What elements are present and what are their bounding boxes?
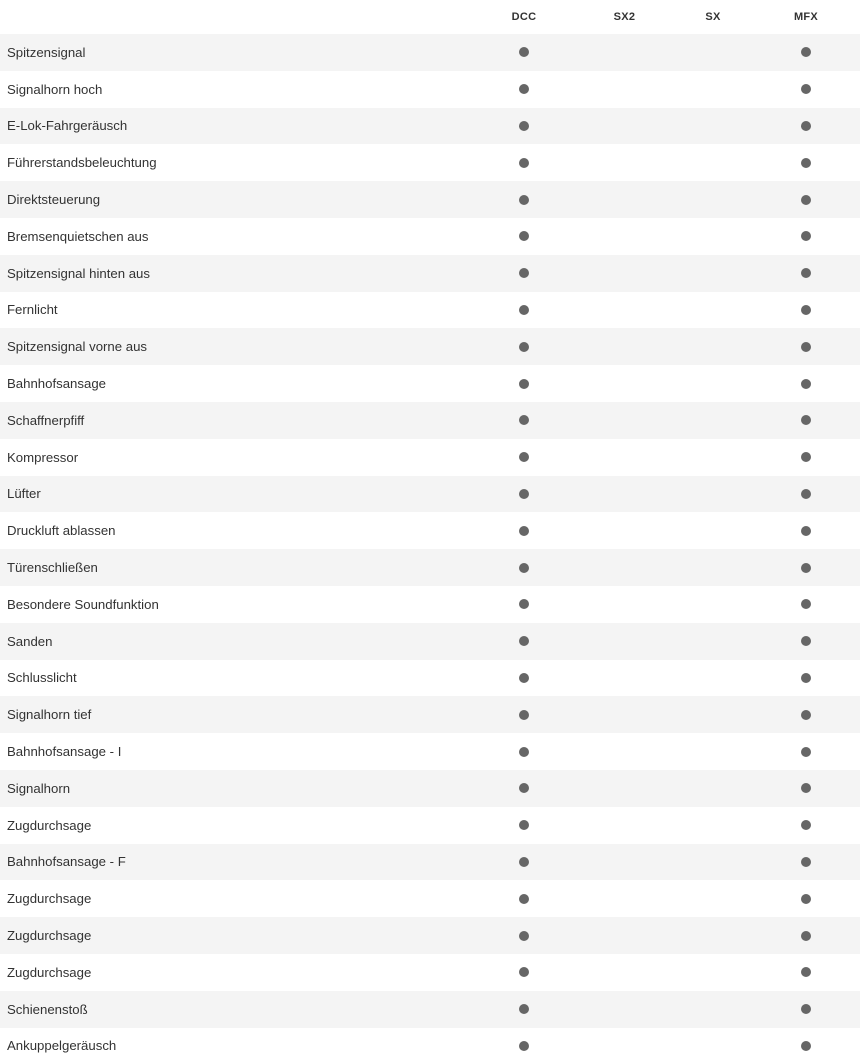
support-cell-mfx [752,365,860,402]
support-cell-sx [674,549,752,586]
table-row [0,34,860,71]
table-row [0,917,860,954]
support-cell-sx [674,954,752,991]
support-cell-dcc [473,328,575,365]
supported-dot-icon [519,636,529,646]
supported-dot-icon [519,820,529,830]
supported-dot-icon [519,47,529,57]
function-label: Schienenstoß [7,1001,88,1017]
support-cell-sx [674,144,752,181]
table-row [0,844,860,881]
function-label: Lüfter [7,486,41,502]
support-cell-dcc [473,696,575,733]
supported-dot-icon [801,268,811,278]
function-label: E-Lok-Fahrgeräusch [7,118,128,134]
support-cell-sx2 [575,328,674,365]
supported-dot-icon [801,84,811,94]
supported-dot-icon [519,84,529,94]
support-cell-dcc [473,512,575,549]
support-cell-mfx [752,476,860,513]
support-cell-sx2 [575,623,674,660]
support-cell-sx [674,586,752,623]
table-row [0,71,860,108]
supported-dot-icon [801,636,811,646]
function-label: Zugdurchsage [7,928,92,944]
supported-dot-icon [801,379,811,389]
function-label: Schaffnerpfiff [7,412,85,428]
function-label: Bahnhofsansage [7,376,106,392]
support-cell-dcc [473,218,575,255]
support-cell-sx [674,512,752,549]
support-cell-mfx [752,844,860,881]
support-cell-sx [674,844,752,881]
support-cell-dcc [473,733,575,770]
support-cell-mfx [752,733,860,770]
supported-dot-icon [519,452,529,462]
supported-dot-icon [801,489,811,499]
function-label: Signalhorn tief [7,707,92,723]
table-row [0,144,860,181]
support-cell-sx [674,770,752,807]
support-cell-sx [674,733,752,770]
support-cell-dcc [473,108,575,145]
support-cell-sx [674,439,752,476]
table-row [0,476,860,513]
supported-dot-icon [801,452,811,462]
table-row [0,991,860,1028]
function-label: Bremsenquietschen aus [7,228,149,244]
supported-dot-icon [519,305,529,315]
function-label: Zugdurchsage [7,891,92,907]
support-cell-mfx [752,255,860,292]
support-cell-dcc [473,586,575,623]
support-cell-mfx [752,807,860,844]
support-cell-dcc [473,1028,575,1064]
supported-dot-icon [801,820,811,830]
support-cell-sx [674,402,752,439]
support-cell-sx2 [575,439,674,476]
supported-dot-icon [801,121,811,131]
support-cell-sx [674,71,752,108]
support-cell-sx2 [575,512,674,549]
support-cell-sx2 [575,144,674,181]
table-row [0,108,860,145]
table-row [0,328,860,365]
table-row [0,365,860,402]
support-cell-dcc [473,880,575,917]
supported-dot-icon [519,673,529,683]
support-cell-sx [674,660,752,697]
table-row [0,292,860,329]
function-label: Kompressor [7,449,79,465]
support-cell-mfx [752,402,860,439]
table-row [0,439,860,476]
support-cell-sx [674,328,752,365]
support-cell-dcc [473,71,575,108]
support-cell-sx [674,1028,752,1064]
support-cell-mfx [752,549,860,586]
column-header-mfx: MFX [793,11,819,23]
support-cell-sx2 [575,181,674,218]
support-cell-mfx [752,660,860,697]
support-cell-sx [674,696,752,733]
support-cell-sx2 [575,733,674,770]
support-cell-dcc [473,991,575,1028]
supported-dot-icon [519,489,529,499]
function-label: Fernlicht [7,302,58,318]
supported-dot-icon [519,268,529,278]
table-row [0,623,860,660]
supported-dot-icon [801,599,811,609]
function-label: Spitzensignal [7,44,86,60]
supported-dot-icon [801,967,811,977]
support-cell-sx2 [575,549,674,586]
supported-dot-icon [519,857,529,867]
column-header-sx: SX [705,11,721,23]
function-label: Ankuppelgeräusch [7,1038,117,1054]
support-cell-sx [674,476,752,513]
support-cell-mfx [752,880,860,917]
table-row [0,696,860,733]
function-label: Sanden [7,633,53,649]
support-cell-sx [674,917,752,954]
supported-dot-icon [519,1041,529,1051]
support-cell-mfx [752,586,860,623]
support-cell-sx2 [575,292,674,329]
support-cell-mfx [752,328,860,365]
support-cell-mfx [752,439,860,476]
support-cell-sx [674,108,752,145]
function-label: Schlusslicht [7,670,77,686]
supported-dot-icon [801,563,811,573]
support-cell-dcc [473,844,575,881]
support-cell-sx2 [575,844,674,881]
table-row [0,807,860,844]
table-row [0,402,860,439]
support-cell-dcc [473,365,575,402]
support-cell-dcc [473,917,575,954]
table-header [0,0,860,34]
support-cell-sx [674,623,752,660]
support-cell-sx2 [575,34,674,71]
support-cell-sx [674,34,752,71]
support-cell-sx [674,880,752,917]
supported-dot-icon [519,379,529,389]
table-body [0,34,860,1064]
support-cell-sx2 [575,255,674,292]
supported-dot-icon [801,47,811,57]
support-cell-dcc [473,402,575,439]
support-cell-sx2 [575,365,674,402]
supported-dot-icon [801,526,811,536]
function-label: Türenschließen [7,560,98,576]
support-cell-sx2 [575,1028,674,1064]
support-cell-sx2 [575,402,674,439]
support-cell-mfx [752,108,860,145]
table-row [0,586,860,623]
support-cell-mfx [752,917,860,954]
supported-dot-icon [519,231,529,241]
supported-dot-icon [801,710,811,720]
support-cell-mfx [752,1028,860,1064]
support-cell-sx2 [575,880,674,917]
function-label: Spitzensignal vorne aus [7,339,148,355]
column-header-dcc: DCC [511,11,537,23]
support-cell-dcc [473,807,575,844]
supported-dot-icon [519,121,529,131]
support-cell-sx [674,292,752,329]
support-cell-sx2 [575,696,674,733]
supported-dot-icon [519,931,529,941]
function-label: Führerstandsbeleuchtung [7,155,157,171]
table-row [0,181,860,218]
support-cell-dcc [473,623,575,660]
table-row [0,770,860,807]
supported-dot-icon [801,783,811,793]
function-label: Bahnhofsansage - F [7,854,126,870]
support-cell-dcc [473,439,575,476]
table-row [0,954,860,991]
support-cell-dcc [473,476,575,513]
support-cell-sx [674,181,752,218]
supported-dot-icon [801,673,811,683]
supported-dot-icon [519,894,529,904]
supported-dot-icon [801,1004,811,1014]
support-cell-sx [674,218,752,255]
supported-dot-icon [519,967,529,977]
support-cell-sx [674,991,752,1028]
supported-dot-icon [519,158,529,168]
support-cell-mfx [752,181,860,218]
support-cell-mfx [752,696,860,733]
support-cell-mfx [752,991,860,1028]
support-cell-mfx [752,34,860,71]
support-cell-sx2 [575,770,674,807]
support-cell-sx2 [575,218,674,255]
supported-dot-icon [519,415,529,425]
support-cell-mfx [752,218,860,255]
support-cell-mfx [752,292,860,329]
supported-dot-icon [801,305,811,315]
support-cell-sx [674,365,752,402]
support-cell-sx2 [575,71,674,108]
support-cell-mfx [752,71,860,108]
supported-dot-icon [519,195,529,205]
table-row [0,1028,860,1064]
support-cell-sx [674,807,752,844]
supported-dot-icon [801,1041,811,1051]
supported-dot-icon [801,931,811,941]
support-cell-sx2 [575,660,674,697]
support-cell-dcc [473,770,575,807]
function-label: Direktsteuerung [7,192,101,208]
function-label: Bahnhofsansage - I [7,744,122,760]
supported-dot-icon [801,195,811,205]
supported-dot-icon [519,710,529,720]
supported-dot-icon [801,415,811,425]
supported-dot-icon [519,1004,529,1014]
support-cell-dcc [473,292,575,329]
function-label: Besondere Soundfunktion [7,596,159,612]
support-cell-dcc [473,34,575,71]
supported-dot-icon [801,747,811,757]
support-cell-sx2 [575,108,674,145]
supported-dot-icon [801,231,811,241]
supported-dot-icon [801,894,811,904]
table-row [0,218,860,255]
support-cell-mfx [752,623,860,660]
supported-dot-icon [801,158,811,168]
function-label: Zugdurchsage [7,817,92,833]
support-cell-mfx [752,770,860,807]
table-row [0,660,860,697]
support-cell-dcc [473,954,575,991]
table-row [0,255,860,292]
support-cell-dcc [473,181,575,218]
supported-dot-icon [519,526,529,536]
table-row [0,549,860,586]
function-label: Signalhorn [7,780,71,796]
function-label: Spitzensignal hinten aus [7,265,150,281]
function-label: Druckluft ablassen [7,523,116,539]
column-header-sx2: SX2 [613,11,636,23]
supported-dot-icon [519,599,529,609]
support-cell-sx2 [575,586,674,623]
table-row [0,733,860,770]
supported-dot-icon [519,783,529,793]
support-cell-sx [674,255,752,292]
support-cell-sx2 [575,807,674,844]
supported-dot-icon [519,563,529,573]
supported-dot-icon [519,342,529,352]
support-cell-mfx [752,144,860,181]
supported-dot-icon [801,342,811,352]
supported-dot-icon [801,857,811,867]
support-cell-sx2 [575,917,674,954]
table-row [0,512,860,549]
support-cell-dcc [473,660,575,697]
support-cell-dcc [473,255,575,292]
support-cell-sx2 [575,991,674,1028]
support-cell-dcc [473,549,575,586]
table-row [0,880,860,917]
support-cell-dcc [473,144,575,181]
support-cell-sx2 [575,954,674,991]
function-label: Zugdurchsage [7,964,92,980]
supported-dot-icon [519,747,529,757]
support-cell-sx2 [575,476,674,513]
support-cell-mfx [752,954,860,991]
support-cell-mfx [752,512,860,549]
function-label: Signalhorn hoch [7,81,103,97]
